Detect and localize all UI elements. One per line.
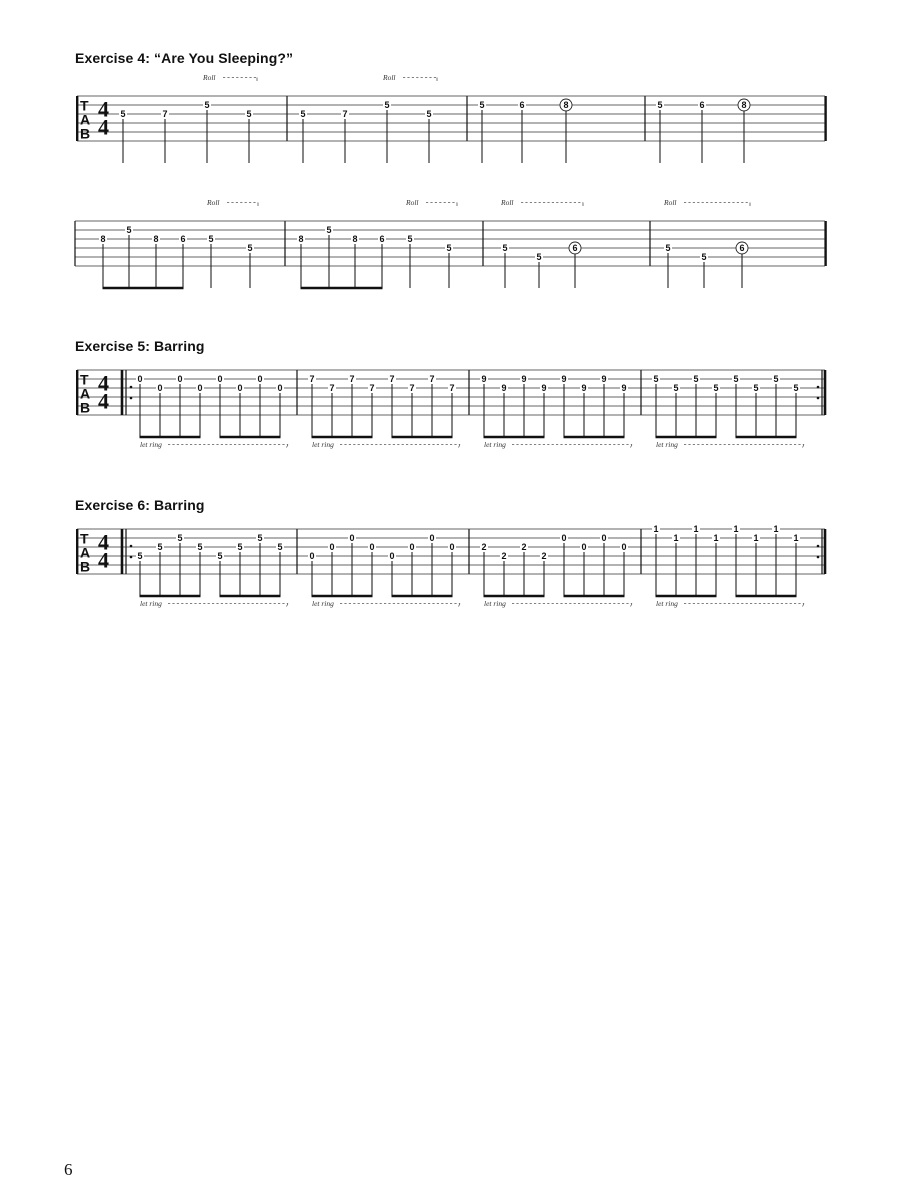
fret-number: 5 [208, 234, 214, 245]
let-ring-label: let ring [656, 599, 678, 608]
page-number: 6 [64, 1160, 73, 1179]
tab-clef-bracket [76, 370, 78, 415]
fret-number: 6 [519, 100, 525, 111]
tab-clef-letter: T [80, 530, 89, 547]
fret-number: 9 [481, 374, 487, 385]
let-ring-end-tick [631, 604, 633, 607]
fret-number: 5 [157, 542, 163, 553]
fret-number: 5 [673, 383, 679, 394]
time-signature-digit: 4 [98, 114, 109, 140]
repeat-dot [130, 545, 133, 548]
fret-number: 5 [257, 533, 263, 544]
fret-number: 5 [247, 243, 253, 254]
let-ring-label: let ring [656, 440, 678, 449]
fret-number: 0 [137, 374, 143, 385]
fret-number: 5 [426, 109, 432, 120]
fret-number: 7 [409, 383, 415, 394]
fret-number: 0 [157, 383, 163, 394]
fret-number: 5 [733, 374, 739, 385]
fret-number: 6 [572, 243, 578, 254]
let-ring-label: let ring [484, 440, 506, 449]
fret-number: 7 [369, 383, 375, 394]
fret-number: 5 [479, 100, 485, 111]
fret-number: 7 [162, 109, 168, 120]
repeat-dot [130, 386, 133, 389]
fret-number: 5 [446, 243, 452, 254]
fret-number: 8 [352, 234, 358, 245]
fret-number: 1 [793, 533, 799, 544]
let-ring-end-tick [287, 604, 289, 607]
fret-number: 5 [126, 225, 132, 236]
fret-number: 0 [369, 542, 375, 553]
fret-number: 9 [501, 383, 507, 394]
tab-clef-letter: B [80, 558, 91, 575]
fret-number: 7 [389, 374, 395, 385]
roll-label: Roll [406, 198, 419, 207]
fret-number: 2 [521, 542, 527, 553]
let-ring-label: let ring [312, 440, 334, 449]
tab-clef-letter: T [80, 371, 89, 388]
fret-number: 5 [137, 551, 143, 562]
fret-number: 7 [342, 109, 348, 120]
fret-number: 0 [217, 374, 223, 385]
fret-number: 1 [753, 533, 759, 544]
fret-number: 0 [329, 542, 335, 553]
roll-label: Roll [501, 198, 514, 207]
fret-number: 6 [180, 234, 186, 245]
fret-number: 5 [217, 551, 223, 562]
fret-number: 7 [449, 383, 455, 394]
fret-number: 9 [521, 374, 527, 385]
fret-number: 0 [349, 533, 355, 544]
let-ring-end-tick [287, 445, 289, 448]
fret-number: 0 [277, 383, 283, 394]
fret-number: 5 [773, 374, 779, 385]
fret-number: 0 [177, 374, 183, 385]
let-ring-end-tick [459, 604, 461, 607]
repeat-dot [130, 556, 133, 559]
fret-number: 5 [502, 243, 508, 254]
fret-number: 5 [713, 383, 719, 394]
roll-label: Roll [383, 73, 396, 82]
time-signature-digit: 4 [98, 547, 109, 573]
fret-number: 0 [409, 542, 415, 553]
fret-number: 5 [657, 100, 663, 111]
fret-number: 5 [204, 100, 210, 111]
fret-number: 5 [177, 533, 183, 544]
fret-number: 9 [621, 383, 627, 394]
fret-number: 0 [197, 383, 203, 394]
fret-number: 9 [601, 374, 607, 385]
let-ring-end-tick [631, 445, 633, 448]
repeat-dot [817, 556, 820, 559]
fret-number: 5 [793, 383, 799, 394]
repeat-dot [130, 397, 133, 400]
tab-staff-exercise-4-line-2 [0, 195, 900, 305]
let-ring-end-tick [459, 445, 461, 448]
tab-clef-letter: B [80, 125, 91, 142]
time-signature-digit: 4 [98, 96, 109, 122]
repeat-dot [817, 545, 820, 548]
fret-number: 5 [277, 542, 283, 553]
fret-number: 0 [237, 383, 243, 394]
fret-number: 0 [621, 542, 627, 553]
fret-number: 6 [739, 243, 745, 254]
fret-number: 9 [561, 374, 567, 385]
tab-staff-exercise-5 [0, 358, 900, 458]
fret-number: 0 [257, 374, 263, 385]
fret-number: 6 [699, 100, 705, 111]
fret-number: 5 [326, 225, 332, 236]
fret-number: 0 [561, 533, 567, 544]
fret-number: 5 [693, 374, 699, 385]
fret-number: 9 [541, 383, 547, 394]
fret-number: 6 [379, 234, 385, 245]
fret-number: 5 [407, 234, 413, 245]
fret-number: 1 [673, 533, 679, 544]
let-ring-label: let ring [140, 599, 162, 608]
exercise-4-title: Exercise 4: “Are You Sleeping?” [75, 50, 294, 66]
fret-number: 0 [581, 542, 587, 553]
time-signature-digit: 4 [98, 388, 109, 414]
fret-number: 0 [429, 533, 435, 544]
fret-number: 0 [601, 533, 607, 544]
fret-number: 2 [501, 551, 507, 562]
time-signature-digit: 4 [98, 370, 109, 396]
fret-number: 5 [246, 109, 252, 120]
tab-clef-letter: T [80, 97, 89, 114]
fret-number: 8 [298, 234, 304, 245]
fret-number: 5 [237, 542, 243, 553]
exercise-6-title: Exercise 6: Barring [75, 497, 205, 513]
fret-number: 0 [389, 551, 395, 562]
roll-label: Roll [207, 198, 220, 207]
tab-clef-letter: A [80, 385, 91, 402]
fret-number: 9 [581, 383, 587, 394]
roll-label: Roll [664, 198, 677, 207]
tab-clef-letter: A [80, 544, 91, 561]
fret-number: 5 [701, 252, 707, 263]
repeat-dot [817, 397, 820, 400]
fret-number: 8 [153, 234, 159, 245]
tab-clef-letter: A [80, 111, 91, 128]
time-signature-digit: 4 [98, 529, 109, 555]
fret-number: 1 [653, 524, 659, 535]
tab-staff-exercise-6 [0, 517, 900, 617]
fret-number: 7 [329, 383, 335, 394]
fret-number: 7 [429, 374, 435, 385]
fret-number: 5 [665, 243, 671, 254]
fret-number: 5 [653, 374, 659, 385]
fret-number: 7 [309, 374, 315, 385]
repeat-dot [817, 386, 820, 389]
let-ring-label: let ring [312, 599, 334, 608]
let-ring-end-tick [803, 445, 805, 448]
fret-number: 1 [773, 524, 779, 535]
fret-number: 8 [563, 100, 569, 111]
fret-number: 5 [536, 252, 542, 263]
roll-label: Roll [203, 73, 216, 82]
let-ring-label: let ring [140, 440, 162, 449]
fret-number: 2 [541, 551, 547, 562]
fret-number: 1 [713, 533, 719, 544]
tab-clef-bracket [76, 96, 78, 141]
fret-number: 7 [349, 374, 355, 385]
fret-number: 5 [753, 383, 759, 394]
fret-number: 5 [384, 100, 390, 111]
fret-number: 0 [309, 551, 315, 562]
fret-number: 1 [693, 524, 699, 535]
fret-number: 8 [741, 100, 747, 111]
fret-number: 8 [100, 234, 106, 245]
fret-number: 5 [300, 109, 306, 120]
let-ring-end-tick [803, 604, 805, 607]
fret-number: 0 [449, 542, 455, 553]
tab-staff-exercise-4-line-1 [0, 70, 900, 180]
fret-number: 5 [197, 542, 203, 553]
exercise-5-title: Exercise 5: Barring [75, 338, 205, 354]
tab-clef-bracket [76, 529, 78, 574]
fret-number: 5 [120, 109, 126, 120]
fret-number: 1 [733, 524, 739, 535]
let-ring-label: let ring [484, 599, 506, 608]
tab-clef-letter: B [80, 399, 91, 416]
fret-number: 2 [481, 542, 487, 553]
